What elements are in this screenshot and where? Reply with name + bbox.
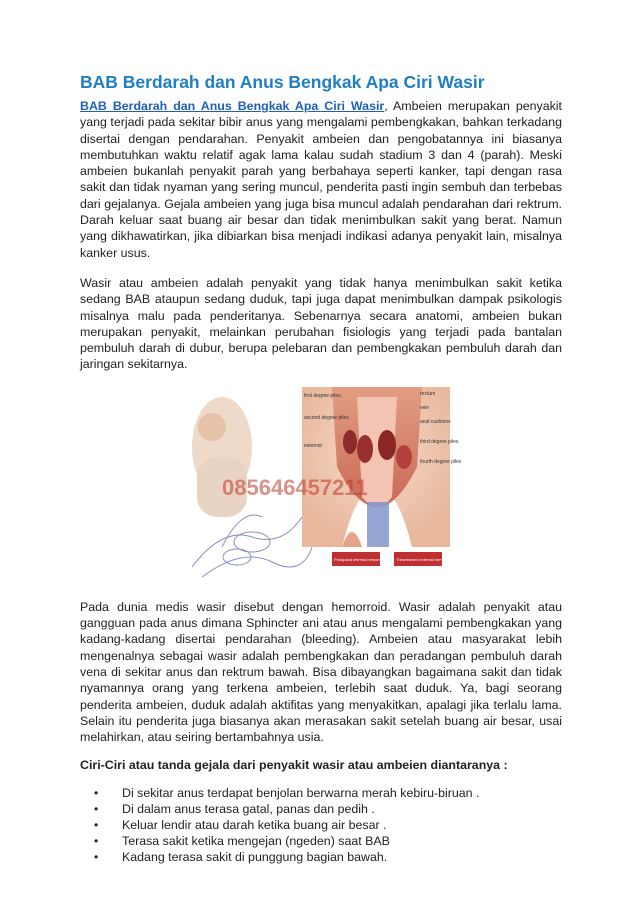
label-third-degree: third degree piles <box>420 438 459 445</box>
spacer <box>80 261 562 275</box>
label-second-degree: second degree piles <box>304 414 349 421</box>
list-item: • Keluar lendir atau darah ketika buang air besar . <box>94 818 387 833</box>
label-thrombosed: Thrombosed external hemorrhoid <box>396 556 456 562</box>
intro-paragraph <box>80 98 562 261</box>
label-first-degree: first degree piles <box>304 392 341 399</box>
bullet-icon: • <box>94 786 99 801</box>
article-title: BAB Berdarah dan Anus Bengkak Apa Ciri Wasir <box>80 72 485 92</box>
intro-text: , Ambeien merupakan penyakit yang terjadi pada sekitar bibir anus yang mengalami pembengkakan, bahkan terkadang disertai dengan pendarahan. Penyakit ambeien dan pengobatannya ini biasanya membutuhkan waktu relatif agak lama kalau sudah stadium 3 dan 4 (parah). Meski ambeien bukanlah penyakit parah yang berbahaya seperti kanker, tapi dengan rasa sakit dan tidak nyaman yang sering muncul, penderita pasti ingin sembuh dan terbebas dari gejalanya. Gejala ambeien yang juga bisa muncul adalah pendarahan dari rektrum. Darah keluar saat buang air besar dan tidak menimbulkan sakit yang berat. Namun yang dikhawatirkan, jika dibiarkan bisa menjadi indikasi adanya penyakit lain, misalnya kanker usus. <box>80 99 562 260</box>
watermark-phone: 085646457211 <box>222 474 368 500</box>
label-vein: vein <box>420 404 430 411</box>
symptoms-heading: Ciri-Ciri atau tanda gejala dari penyakit wasir atau ambeien diantaranya : <box>80 758 508 773</box>
symptoms-list <box>80 785 562 865</box>
label-anal-cushions: anal cushions <box>420 418 451 425</box>
paragraph-2: Wasir atau ambeien adalah penyakit yang tidak hanya menimbulkan sakit ketika sedang BAB ataupun sedang duduk, tapi juga dapat menimbulkan dampak psikologis misalnya malu pada penderitanya. Sebenarnya secara anatomi, ambeien bukan merupakan penyakit, melainkan perubahan fisiologis yang terjadi pada bantalan pembuluh darah di dubur, berupa pelebaran dan pembengkakan pembuluh darah dan jaringan sekitarnya. <box>80 275 562 372</box>
label-external: external <box>304 442 322 449</box>
intro-link[interactable]: BAB Berdarah dan Anus Bengkak Apa Ciri Wasir <box>80 99 385 113</box>
bullet-icon: • <box>94 802 99 817</box>
list-item: • Terasa sakit ketika mengejan (ngeden) saat BAB <box>94 834 390 849</box>
label-rectum: rectum <box>420 390 436 397</box>
hemorrhoid-illustration <box>182 387 462 583</box>
label-fourth-degree: fourth degree piles <box>420 458 462 465</box>
anatomy-cross-section <box>302 387 450 547</box>
paragraph-3: Pada dunia medis wasir disebut dengan hemorroid. Wasir adalah penyakit atau gangguan pada anus dimana Sphincter ani atau anus mengalami pembengkakan yang kadang-kadang disertai pendarahan (bleeding). Ambeien atau masyarakat lebih mengenalnya sebagai wasir adalah pembengkakan dan peradangan pembuluh darah vena di sekitar anus dan rektrum bawah. Bisa dibayangkan bagaimana sakit dan tidak nyamannya orang yang terkena ambeien, terlebih saat duduk. Ya, bagi seorang penderita ambeien, duduk adalah aktifitas yang menyakitkan, apalagi jika terlalu lama. Selain itu penderita juga biasanya akan merasakan sakit setelah buang air besar, usai melahirkan, atau seiring bertambahnya usia. <box>80 599 562 745</box>
label-prolapsed: Prolapsed internal hemorrhoid <box>334 556 388 562</box>
article-body <box>80 72 562 865</box>
bullet-icon: • <box>94 850 99 865</box>
list-item: • Di sekitar anus terdapat benjolan berwarna merah kebiru-biruan . <box>94 786 480 801</box>
figure-container <box>80 387 562 583</box>
bullet-icon: • <box>94 834 99 849</box>
list-item: • Di dalam anus terasa gatal, panas dan pedih . <box>94 802 375 817</box>
bullet-icon: • <box>94 818 99 833</box>
list-item: • Kadang terasa sakit di punggung bagian bawah. <box>94 850 388 865</box>
